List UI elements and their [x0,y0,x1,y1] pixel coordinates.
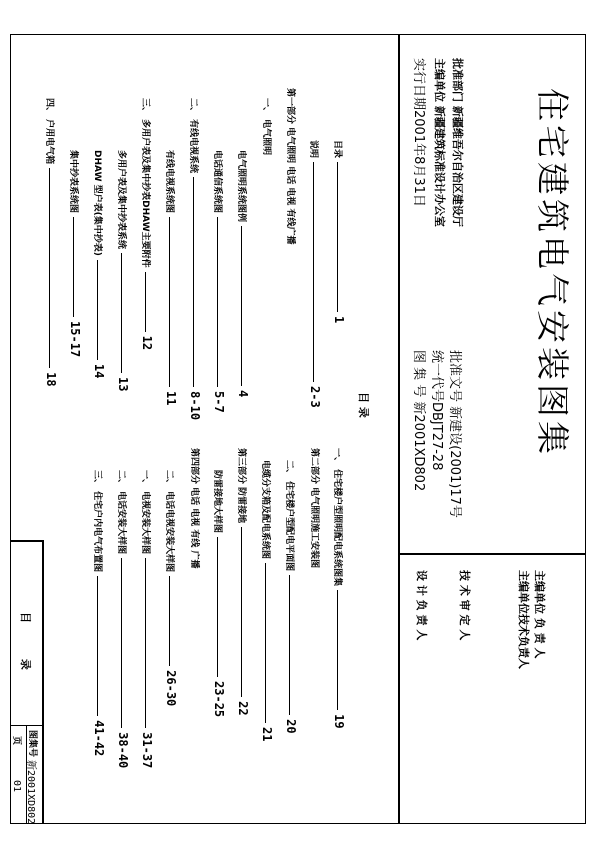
atlas-value: 新2001XD802 [25,760,36,825]
toc-entry: 三、 住宅户内电气布置图41-42 [92,470,106,757]
toc-entry: 防雷接地大样图23-25 [212,470,226,718]
staff-tech-head: 主编单位技术负责人 [517,570,530,669]
toc-entry: 电气照明系统图例4 [236,150,250,398]
toc-entry: 第二部分 电气照明施工安装图 [309,448,319,569]
staff-design-head: 设 计 负 责 人 [415,570,428,641]
toc-entry: 三、 多用户表及集中抄表DHAW主要附件12 [140,98,154,351]
book-title: 住宅建筑电气安装图集 [533,88,572,458]
staff-divider [398,553,586,555]
toc-entry: 第四部分 电话 电视 有线 广播 [189,448,199,569]
toc-entry: 目录1 [332,140,346,324]
atlas-number: 图 集 号 新2001XD802 [411,350,426,492]
toc-entry: 第一部分 电气照明 电话 电视 有线广播 [285,88,295,245]
toc-entry: 二、 电话电视安装大样图26-30 [164,470,178,707]
staff-tech-reviewer: 技 术 审 定 人 [458,570,471,641]
toc-heading: 目 录 [357,392,370,418]
toc-entry: 说明2-3 [308,140,322,408]
title-block-border [42,540,44,824]
header-divider [398,34,400,824]
toc-entry: 二、 电话安装大样图38-40 [116,470,130,769]
toc-entry: DHAW 型户表(集中抄表)14 [92,150,106,379]
toc-entry: 第三部分 防雷接地22 [236,448,250,716]
toc-entry: 电缆分支箱及配电系统图21 [260,460,274,742]
sheet-name: 目 录 [19,612,32,686]
atlas-label: 图集号 [27,730,37,758]
toc-entry: 二、 有线电视系统8-10 [188,98,202,421]
toc-entry: 四、 户用电气箱18 [44,98,58,387]
toc-entry: 集中抄表系统图15-17 [68,150,82,358]
toc-entry: 二、 住宅楼户型配电平面图20 [284,460,298,734]
unified-code: 统一代号DBJT27-28 [429,350,444,471]
toc-entry: 有线电视系统图11 [164,150,178,406]
staff-unit-head: 主编单位 负 责 人 [533,570,546,659]
toc-entry: 多用户表及集中抄表系统13 [116,150,130,392]
toc-entry: 一、 电视安装大样图31-37 [140,470,154,769]
toc-entry: 电话通信系统图5-7 [212,150,226,413]
title-block-top [10,540,43,542]
approval-doc: 批准文号 新建设(2001)17号 [447,350,462,518]
page-value: 01 [11,780,22,793]
toc-entry: 一、 住宅楼户型照明配电系统图集19 [332,448,346,729]
approval-dept: 批准部门 新疆维吾尔自治区建设厅 [451,58,464,227]
toc-entry: 一、 电气照明 [261,98,271,156]
editor-unit: 主编单位 新疆建筑标准设计办公室 [433,58,446,227]
page-label: 页 [11,736,21,746]
effective-date: 实行日期2001年8月31日 [411,58,426,207]
